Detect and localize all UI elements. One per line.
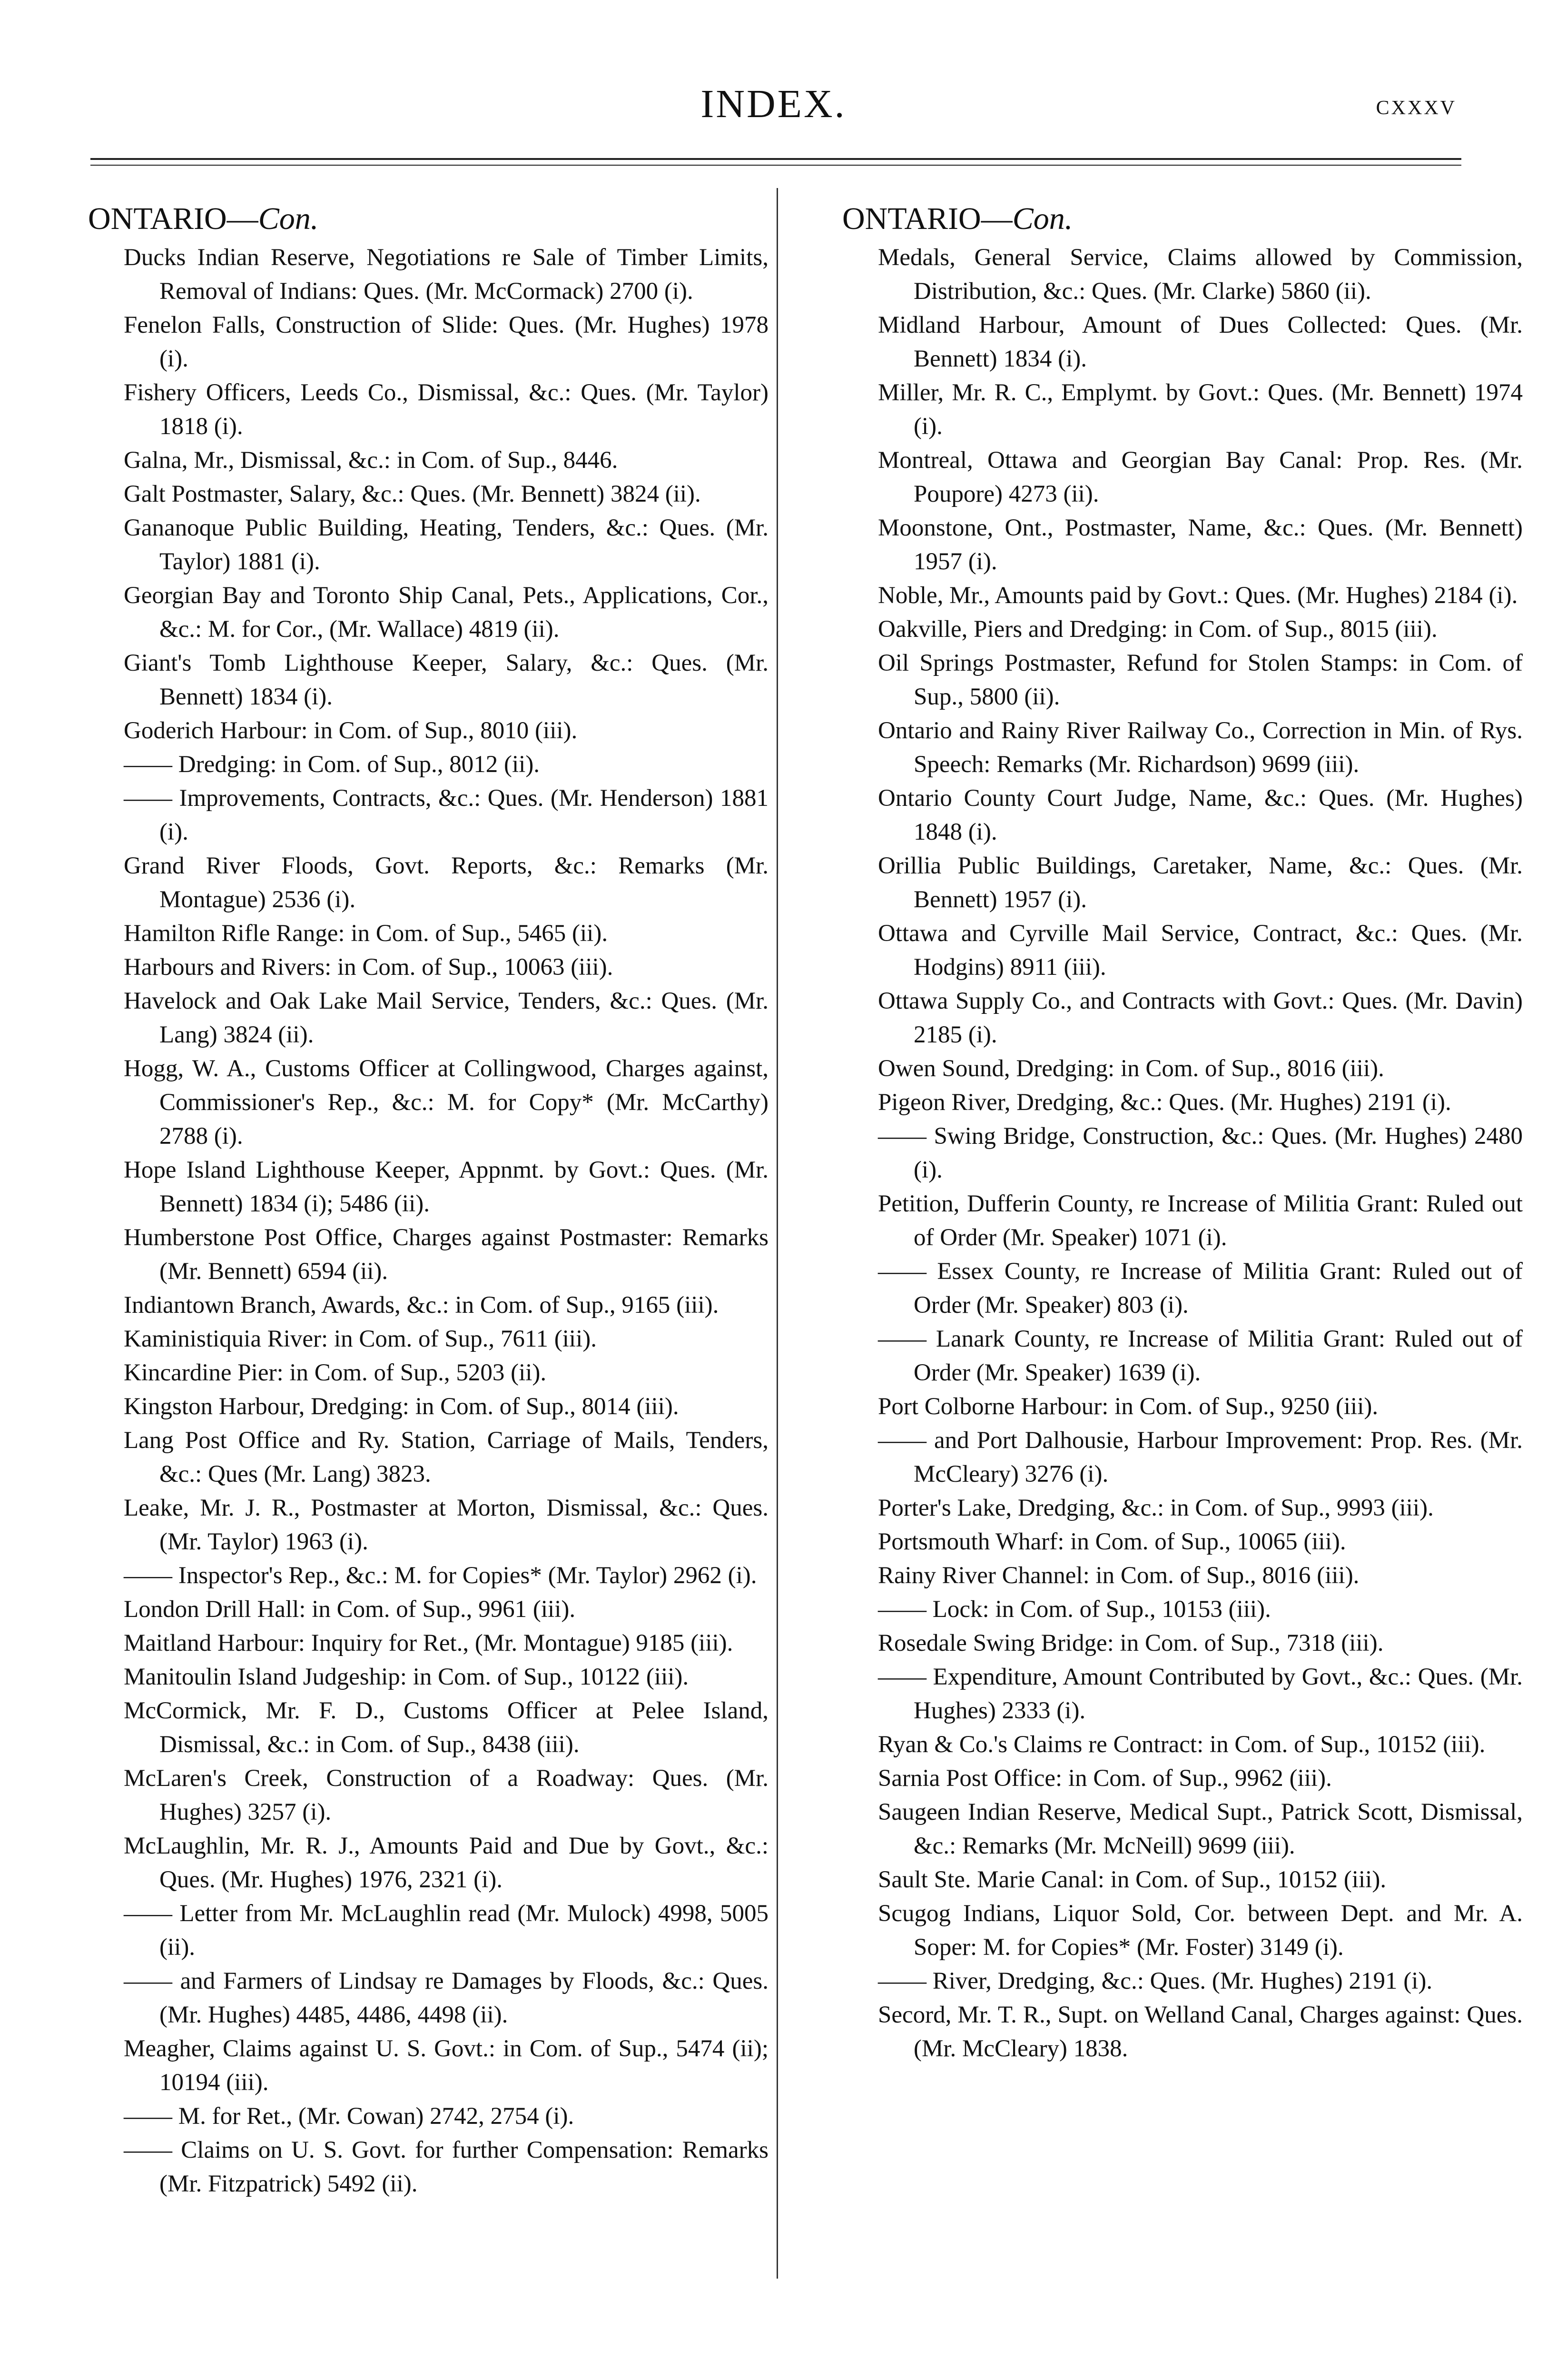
index-entry: —— Essex County, re Increase of Militia Grant: Ruled out of Order (Mr. Speaker) 803 (i). <box>878 1258 1523 1319</box>
index-entry: Montreal, Ottawa and Georgian Bay Canal: Prop. Res. (Mr. Poupore) 4273 (ii). <box>878 447 1523 507</box>
index-entry: Ottawa and Cyrville Mail Service, Contract, &c.: Ques. (Mr. Hodgins) 8911 (iii). <box>878 920 1523 981</box>
index-entry: Hogg, W. A., Customs Officer at Collingwood, Charges against, Commissioner's Rep., &c.: M. for Copy* (Mr. McCarthy) 2788 (i). <box>124 1055 769 1150</box>
index-entry: —— River, Dredging, &c.: Ques. (Mr. Hughes) 2191 (i). <box>878 1968 1433 1994</box>
column-divider <box>777 188 778 2279</box>
index-entry: Manitoulin Island Judgeship: in Com. of Sup., 10122 (iii). <box>124 1664 689 1690</box>
index-entry: Porter's Lake, Dredging, &c.: in Com. of Sup., 9993 (iii). <box>878 1495 1434 1521</box>
index-entry: Noble, Mr., Amounts paid by Govt.: Ques. (Mr. Hughes) 2184 (i). <box>878 582 1518 609</box>
index-entry: Gananoque Public Building, Heating, Tenders, &c.: Ques. (Mr. Taylor) 1881 (i). <box>124 515 769 575</box>
index-entry: Galna, Mr., Dismissal, &c.: in Com. of Sup., 8446. <box>124 447 618 474</box>
index-entry: Rosedale Swing Bridge: in Com. of Sup., 7318 (iii). <box>878 1630 1384 1656</box>
index-entry: Secord, Mr. T. R., Supt. on Welland Canal, Charges against: Ques. (Mr. McCleary) 1838. <box>878 2002 1523 2062</box>
index-entry: —— M. for Ret., (Mr. Cowan) 2742, 2754 (i). <box>124 2103 574 2130</box>
index-entry: Pigeon River, Dredging, &c.: Ques. (Mr. Hughes) 2191 (i). <box>878 1089 1451 1116</box>
index-entry: Lang Post Office and Ry. Station, Carriage of Mails, Tenders, &c.: Ques (Mr. Lang) 3823. <box>124 1427 769 1488</box>
index-entry: McLaren's Creek, Construction of a Roadway: Ques. (Mr. Hughes) 3257 (i). <box>124 1765 769 1825</box>
index-entry: Havelock and Oak Lake Mail Service, Tenders, &c.: Ques. (Mr. Lang) 3824 (ii). <box>124 988 769 1048</box>
header-rule-thin <box>90 165 1461 166</box>
index-entry: —— Claims on U. S. Govt. for further Compensation: Remarks (Mr. Fitzpatrick) 5492 (ii). <box>124 2137 769 2197</box>
index-entry: Scugog Indians, Liquor Sold, Cor. between Dept. and Mr. A. Soper: M. for Copies* (Mr. Foster) 3149 (i). <box>878 1900 1523 1961</box>
index-entry: Fenelon Falls, Construction of Slide: Ques. (Mr. Hughes) 1978 (i). <box>124 312 769 372</box>
index-entry: Humberstone Post Office, Charges against Postmaster: Remarks (Mr. Bennett) 6594 (ii). <box>124 1224 769 1285</box>
index-entry: —— Lanark County, re Increase of Militia Grant: Ruled out of Order (Mr. Speaker) 1639 (i). <box>878 1326 1523 1386</box>
index-entry: Port Colborne Harbour: in Com. of Sup., 9250 (iii). <box>878 1393 1379 1420</box>
index-entry: London Drill Hall: in Com. of Sup., 9961 (iii). <box>124 1596 576 1623</box>
index-entry: Sault Ste. Marie Canal: in Com. of Sup., 10152 (iii). <box>878 1866 1387 1893</box>
index-entry: —— Lock: in Com. of Sup., 10153 (iii). <box>878 1596 1271 1623</box>
index-entry: Grand River Floods, Govt. Reports, &c.: Remarks (Mr. Montague) 2536 (i). <box>124 853 769 913</box>
left-column <box>88 200 769 2201</box>
index-entry: Oil Springs Postmaster, Refund for Stolen Stamps: in Com. of Sup., 5800 (ii). <box>878 650 1523 710</box>
index-entry: Maitland Harbour: Inquiry for Ret., (Mr. Montague) 9185 (iii). <box>124 1630 733 1656</box>
index-entry: Petition, Dufferin County, re Increase of Militia Grant: Ruled out of Order (Mr. Speaker) 1071 (i). <box>878 1190 1523 1251</box>
index-entry: Midland Harbour, Amount of Dues Collected: Ques. (Mr. Bennett) 1834 (i). <box>878 312 1523 372</box>
index-entry: —— and Port Dalhousie, Harbour Improvement: Prop. Res. (Mr. McCleary) 3276 (i). <box>878 1427 1523 1488</box>
index-entry: McLaughlin, Mr. R. J., Amounts Paid and Due by Govt., &c.: Ques. (Mr. Hughes) 1976, 2321 (i). <box>124 1833 769 1893</box>
index-entry: —— Swing Bridge, Construction, &c.: Ques. (Mr. Hughes) 2480 (i). <box>878 1123 1523 1183</box>
index-entry: Ducks Indian Reserve, Negotiations re Sale of Timber Limits, Removal of Indians: Ques. (Mr. McCormack) 2700 (i). <box>124 244 769 305</box>
index-entry: Fishery Officers, Leeds Co., Dismissal, &c.: Ques. (Mr. Taylor) 1818 (i). <box>124 379 769 440</box>
index-entry: McCormick, Mr. F. D., Customs Officer at Pelee Island, Dismissal, &c.: in Com. of Sup., 8438 (iii). <box>124 1697 769 1758</box>
index-entry: Ontario and Rainy River Railway Co., Correction in Min. of Rys. Speech: Remarks (Mr. Richardson) 9699 (iii). <box>878 717 1523 778</box>
index-entry: Ryan & Co.'s Claims re Contract: in Com. of Sup., 10152 (iii). <box>878 1731 1486 1758</box>
header-rule-thick <box>90 158 1461 160</box>
right-column <box>842 200 1523 2066</box>
index-entry: Meagher, Claims against U. S. Govt.: in Com. of Sup., 5474 (ii); 10194 (iii). <box>124 2035 769 2096</box>
index-entry: Rainy River Channel: in Com. of Sup., 8016 (iii). <box>878 1562 1360 1589</box>
index-entry: Kincardine Pier: in Com. of Sup., 5203 (ii). <box>124 1359 547 1386</box>
index-entry: Saugeen Indian Reserve, Medical Supt., Patrick Scott, Dismissal, &c.: Remarks (Mr. McNeill) 9699 (iii). <box>878 1799 1523 1859</box>
right-entry-list <box>842 241 1523 2066</box>
page-header <box>86 81 1461 133</box>
index-entry: —— Expenditure, Amount Contributed by Govt., &c.: Ques. (Mr. Hughes) 2333 (i). <box>878 1664 1523 1724</box>
index-entry: Hamilton Rifle Range: in Com. of Sup., 5465 (ii). <box>124 920 608 947</box>
index-entry: Goderich Harbour: in Com. of Sup., 8010 (iii). <box>124 717 578 744</box>
index-entry: Sarnia Post Office: in Com. of Sup., 9962 (iii). <box>878 1765 1332 1792</box>
page-title: INDEX. <box>700 82 847 126</box>
index-entry: Ottawa Supply Co., and Contracts with Govt.: Ques. (Mr. Davin) 2185 (i). <box>878 988 1523 1048</box>
index-entry: Hope Island Lighthouse Keeper, Appnmt. by Govt.: Ques. (Mr. Bennett) 1834 (i); 5486 (ii). <box>124 1157 769 1217</box>
index-entry: —— Improvements, Contracts, &c.: Ques. (Mr. Henderson) 1881 (i). <box>124 785 769 845</box>
index-entry: Orillia Public Buildings, Caretaker, Name, &c.: Ques. (Mr. Bennett) 1957 (i). <box>878 853 1523 913</box>
index-entry: Portsmouth Wharf: in Com. of Sup., 10065 (iii). <box>878 1528 1346 1555</box>
index-entry: Moonstone, Ont., Postmaster, Name, &c.: Ques. (Mr. Bennett) 1957 (i). <box>878 515 1523 575</box>
index-entry: —— Inspector's Rep., &c.: M. for Copies* (Mr. Taylor) 2962 (i). <box>124 1562 757 1589</box>
index-entry: Galt Postmaster, Salary, &c.: Ques. (Mr. Bennett) 3824 (ii). <box>124 481 701 507</box>
index-entry: Indiantown Branch, Awards, &c.: in Com. of Sup., 9165 (iii). <box>124 1292 719 1319</box>
index-entry: Miller, Mr. R. C., Emplymt. by Govt.: Ques. (Mr. Bennett) 1974 (i). <box>878 379 1523 440</box>
index-entry: —— Dredging: in Com. of Sup., 8012 (ii). <box>124 751 540 778</box>
index-entry: —— and Farmers of Lindsay re Damages by Floods, &c.: Ques. (Mr. Hughes) 4485, 4486, 4498 (ii). <box>124 1968 769 2028</box>
left-entry-list <box>88 241 769 2201</box>
right-column-heading: ONTARIO—Con. <box>842 201 1073 236</box>
index-entry: Owen Sound, Dredging: in Com. of Sup., 8016 (iii). <box>878 1055 1384 1082</box>
index-entry: —— Letter from Mr. McLaughlin read (Mr. Mulock) 4998, 5005 (ii). <box>124 1900 769 1961</box>
index-entry: Medals, General Service, Claims allowed by Commission, Distribution, &c.: Ques. (Mr. Clarke) 5860 (ii). <box>878 244 1523 305</box>
index-entry: Kingston Harbour, Dredging: in Com. of Sup., 8014 (iii). <box>124 1393 679 1420</box>
page-number: cxxxv <box>1376 89 1457 120</box>
index-entry: Oakville, Piers and Dredging: in Com. of Sup., 8015 (iii). <box>878 616 1438 643</box>
index-entry: Kaministiquia River: in Com. of Sup., 7611 (iii). <box>124 1326 597 1352</box>
index-entry: Ontario County Court Judge, Name, &c.: Ques. (Mr. Hughes) 1848 (i). <box>878 785 1523 845</box>
index-entry: Leake, Mr. J. R., Postmaster at Morton, Dismissal, &c.: Ques. (Mr. Taylor) 1963 (i). <box>124 1495 769 1555</box>
left-column-heading: ONTARIO—Con. <box>88 201 319 236</box>
index-entry: Georgian Bay and Toronto Ship Canal, Pets., Applications, Cor., &c.: M. for Cor., (Mr. Wallace) 4819 (ii). <box>124 582 769 643</box>
index-entry: Harbours and Rivers: in Com. of Sup., 10063 (iii). <box>124 954 613 981</box>
index-entry: Giant's Tomb Lighthouse Keeper, Salary, &c.: Ques. (Mr. Bennett) 1834 (i). <box>124 650 769 710</box>
